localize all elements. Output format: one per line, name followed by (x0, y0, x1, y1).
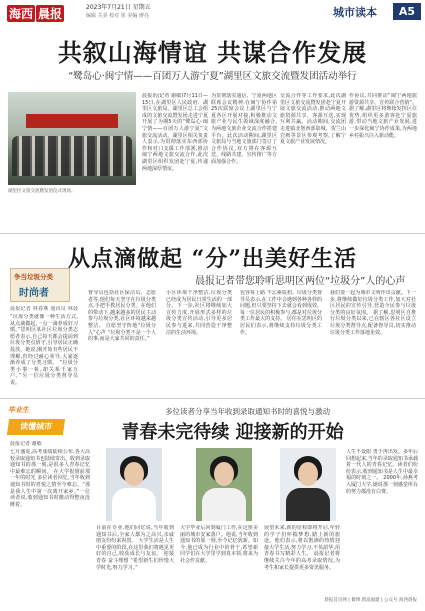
article3-byline: 晨报记者 谢敏 (10, 441, 42, 447)
article3-column-3: 大学毕业后回到厦门工作,在这座美丽的城市安家落户。他说,当年收到通知书的那一刻,至今记忆犹新。如今,他已成为行业中的骨干,希望新同学们在大学里学到真本领,将来为社会作贡献。 (180, 525, 258, 564)
badge-bottom-text: 读懂城市 (7, 419, 65, 435)
article3-column-2: 目前在专业,他们回忆说,当年收到通知书后,全家人都为之高兴,亲戚朋友纷纷来祝贺。 大学生活是人生中重要的阶段,在这里我们将遇见更好的自己,收获成长与友谊。 迎接青春 奋斗理想 “希望新生们珍惜大学时光,努力学习。” (96, 525, 174, 571)
article1-photo (8, 92, 136, 185)
article2-headline: 从点滴做起 “分”出美好生活 (68, 246, 357, 272)
article2-column-badge (10, 268, 70, 302)
article2-byline: 晨报记者 林春燕 通讯员 林晨 (10, 306, 78, 312)
article3-column-1: 七月盛夏,高考成绩陆续公布,各大高校录取通知书也陆续寄出。收到录取通知书的那一刻,是很多人青春记忆中最难忘的瞬间。 在大学报到前那一年的时光 多位读者回忆,当年收到通知书时的喜悦之情至今难忘。“那是我人生中第一次离开家乡。”一位读者说,收到通知书时激动得整夜没睡着。 (10, 449, 90, 508)
badge-top-text: 争当垃圾分类 (14, 273, 53, 281)
page-footer: 晨报首页网 | 微博 新浪福建 | 公众号 海西晨报 (324, 598, 417, 603)
section-divider-2 (0, 398, 425, 399)
article2-subheadline: 晨报记者带您聆听思明区两位“垃圾分”人的心声 (195, 276, 406, 287)
article2-column-1: “垃圾分类就像一种生活方式,从点滴做起,一点一滴养成好习惯。”思明区某社区垃圾分类志愿者表示,自己每天都会提前到垃圾分类点值守,引导居民正确投放。她说,刚开始有些居民不理解,但经过耐心劝导,大家逐渐养成了分类习惯。 “垃圾分类小事一桩,却关系千家万户。”另一位垃圾分类督导员说。 (10, 314, 78, 386)
article1-subheadline: “鹭岛心·闽宁情——百团万人游宁夏”湖里区文旅交流暨发团活动举行 (68, 71, 357, 82)
logo-text: 海西 (9, 7, 34, 21)
reader-portrait-2 (196, 448, 252, 521)
article3-headline: 青春未完待续 迎接新的开始 (121, 422, 344, 443)
photo-banner (26, 114, 118, 128)
reader-portrait-3 (280, 448, 336, 521)
article1-photo-caption: 湖里区文旅交流暨发团仪式现场。 (8, 189, 76, 194)
section-title: 城市读本 (333, 6, 377, 19)
badge-top-text: 毕业生 (8, 406, 29, 414)
logo-badge: 晨报 (38, 7, 63, 21)
article2-column-2: 督导员包括社区保洁员、志愿者等,他们每天坚守在垃圾分类点,手把手教居民分类。在他们的带动下,越来越多的居民主动参与垃圾分类,社区环境越来越整洁。 自愿坚守阵地“垃圾分人”心声 “垃圾分类不是一个人的事,而是大家共同的责任。” (88, 290, 156, 343)
article3-column-4: 展望未来,新的征程即将开启,年轻的学子们怀揣梦想,踏上新的旅途。他们表示,将以饱满的热情迎接大学生活,努力学习,不负韶华,用青春书写精彩人生。 晨报记者将继续关注今年的高考录取情况,为考生和家长提供更多资讯服务。 (264, 525, 340, 571)
article1-column-2: 为贯彻落实通信、宁夏两地区联席会议精神,在闽宁协作第25次联席会议上湖里区与宁夏各区开展对接,积极推动文旅产业与民生领域深度融合,为两地文旅企业交流合作搭建平台。此次活动期间,湖里区文旅局与当地文旅部门签订了合作协议,双方将在客源互送、线路共建、宣传推广等方面加强合作。 (211, 93, 277, 165)
masthead-info (86, 4, 151, 20)
reader-portrait-1 (106, 448, 162, 521)
issue-date: 2023年7月21日 星期五 (86, 4, 151, 11)
page-number: A5 (393, 3, 421, 20)
article3-supertitle: 多位读者分享当年收到录取通知书时的喜悦与激动 (165, 407, 330, 416)
newspaper-logo (6, 4, 64, 22)
article1-column-3: 交流合作等工作要求,此次湖里区文旅交流暨发团赴宁夏开展文旅交流活动,推动两地文旅资源共享、客源互送,实现互利共赢。活动期间,交流团走进镇北堡西部影城、贺兰山岩画等景区参观考察,了解宁夏文旅产业发展情况。 (280, 93, 346, 146)
article1-column-4: 作协议,共同推动“闽宁两地旅游资源共享、宣传联合营销”。据了解,湖里区将继续发挥区位优势,组织更多游客赴宁夏旅游,带动当地文旅产业发展,进一步深化闽宁协作成果,为两地乡村振兴注入新动能。 (349, 93, 417, 139)
section-divider-1 (0, 233, 425, 234)
editor-credits: 编辑 关美 校对 崔 美编 廖亮 (86, 13, 149, 19)
article3-column-5: 人生不设限 勇于再出发。多年后回想起来,当年的录取通知书承载着一代人的青春记忆。读者们纷纷表示,收到通知书是人生中最幸福的时刻之一。 2000年,孙燕考入厦门大学,她说那一刻感觉所有的努力都没有白费。 (346, 449, 418, 495)
badge-bottom-text: 时尚者 (19, 288, 49, 299)
article1-headline: 共叙山海情谊 共谋合作发展 (57, 38, 368, 67)
photo-group (12, 136, 132, 176)
article2-column-4: 包容每上路 不忘素质初。垃圾分类督导员表示,在工作中会遇到各种各样的问题,但只要坚持下去就会看到成效。每一位居民的积极参与,都是对垃圾分类工作最大的支持。 居住在思明区的居民们表示,将继续支持垃圾分类工作。 (240, 290, 322, 336)
article1-column-1: 晨报讯(记者 谢敏)7月11日—15日,在湖里区人民政府、湖里区文旅局、湖里区总工会组成的文旅交流暨发团走进宁夏开展了为期5天的“鹭岛心·闽宁情——百团万人游宁夏”文旅交流活动。湖里区相关负责人表示,为贯彻落实东西部协作和对口支援工作部署,推动闽宁两地文旅交流合作,此次湖里区组织发团赴宁夏,传递两地深厚情谊。 (142, 93, 208, 172)
article2-column-3: 小区环境干净整洁,垃圾分类已经成为居民日常生活的一部分。下一步,社区将继续加大宣传力度,开展形式多样的垃圾分类宣传活动,引导更多居民参与进来,共同营造干净整洁的生活环境。 (166, 290, 232, 336)
article2-column-5: 我们要一起为城市文明作出贡献。下一步,将继续做好垃圾分类工作,加大对社区居民的宣传引导,营造全民参与垃圾分类的良好氛围。 据了解,思明区自推行垃圾分类以来,已在辖区各社区设立垃圾分类督导点,配备督导员,切实推动垃圾分类工作落地见效。 (330, 290, 416, 336)
